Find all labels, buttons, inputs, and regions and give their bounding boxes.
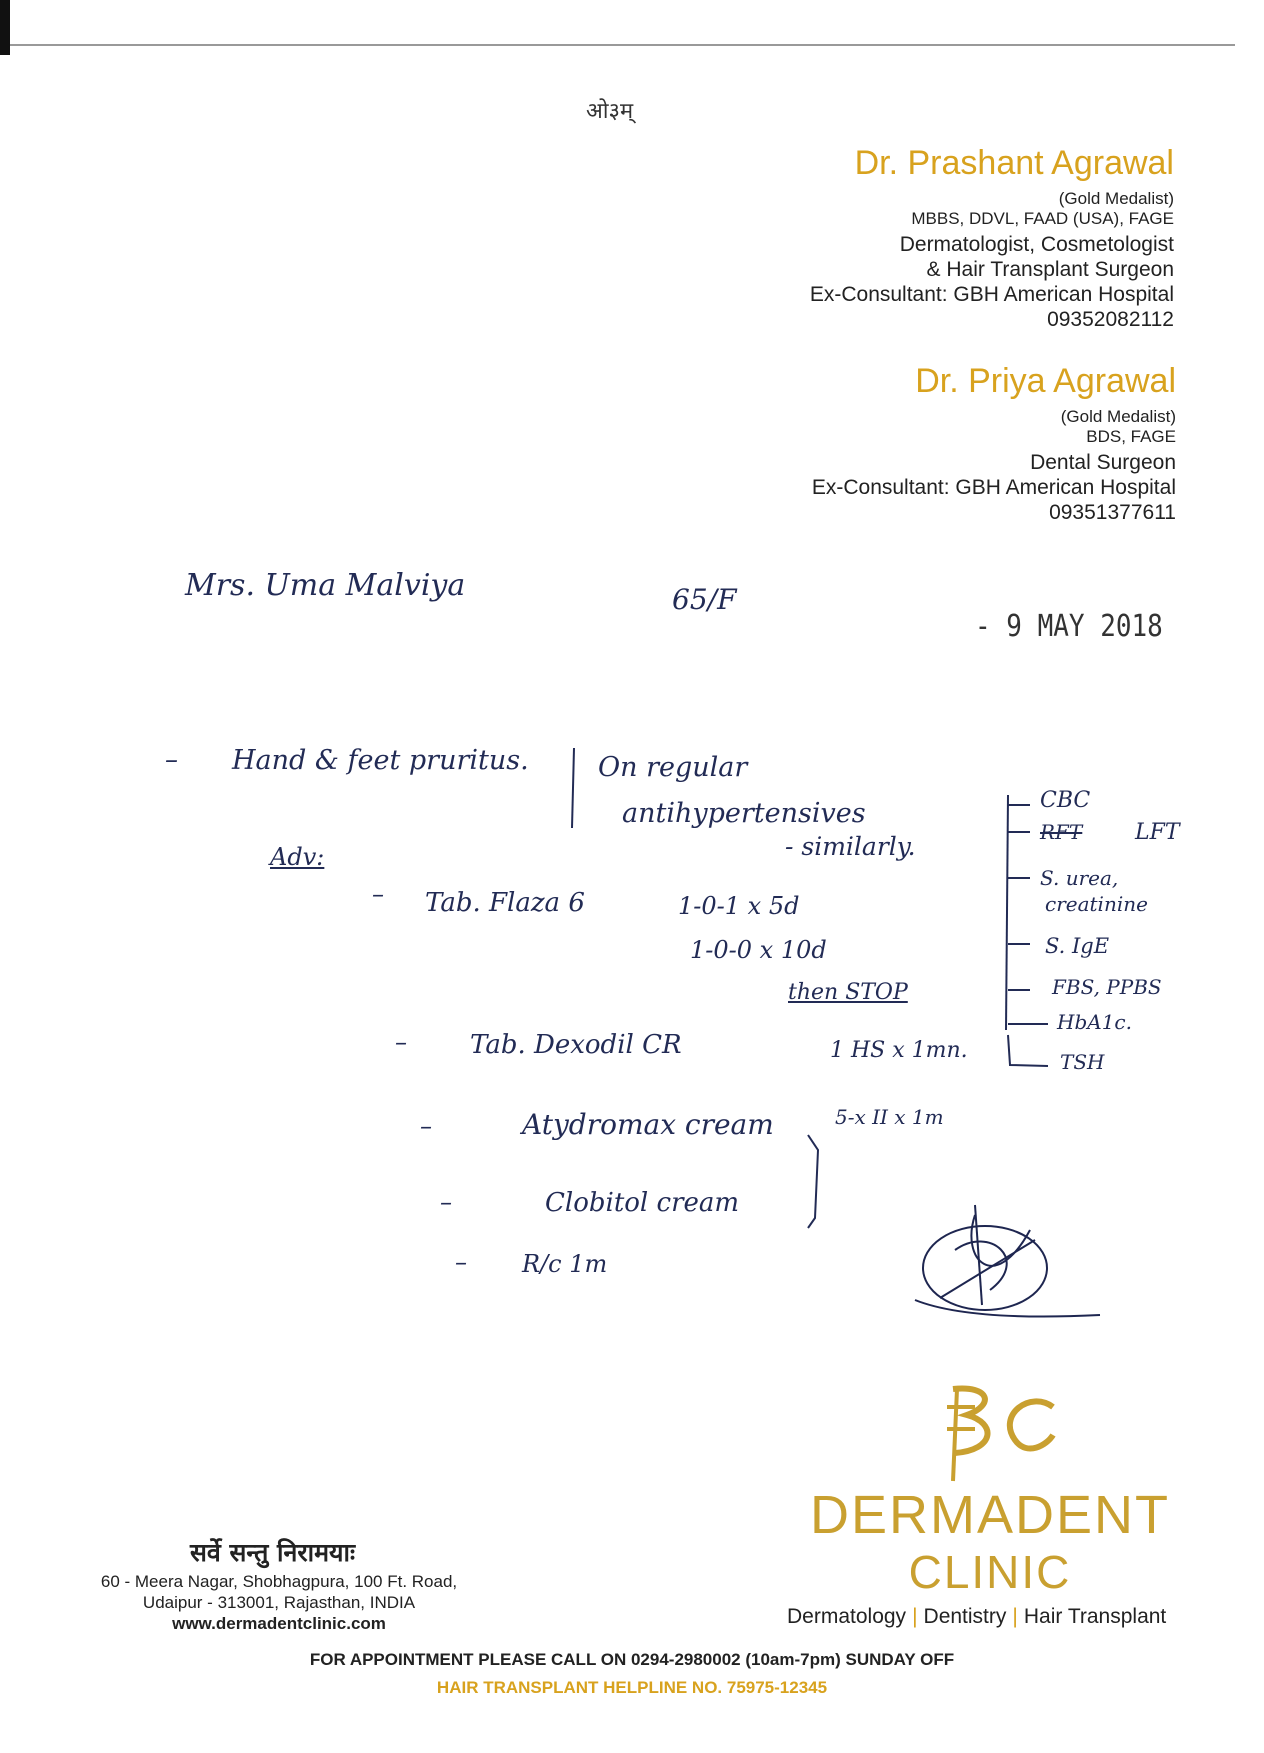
clinic-address <box>74 1571 484 1634</box>
rx-drug-4: Clobitol cream <box>545 1188 740 1218</box>
rx-dose-1: 1-0-1 x 5d <box>678 892 800 920</box>
specialty-dermatology: Dermatology <box>787 1605 907 1628</box>
investigation-7: HbA1c. <box>1057 1010 1132 1034</box>
dash-2: – <box>372 880 384 908</box>
rx-drug-3: Atydromax cream <box>522 1108 774 1141</box>
dash-3: – <box>395 1028 407 1056</box>
rx-drug-2: Tab. Dexodil CR <box>470 1030 682 1060</box>
doctor1-phone: 09352082112 <box>1047 308 1174 331</box>
clinic-specialties <box>787 1605 1166 1629</box>
clinic-website: www.dermadentclinic.com <box>172 1614 386 1633</box>
doctor2-specialty: Dental Surgeon <box>1030 451 1176 474</box>
doctor2-name: Dr. Priya Agrawal <box>915 362 1176 400</box>
history-line-2: antihypertensives <box>622 798 866 829</box>
doctor1-degrees: MBBS, DDVL, FAAD (USA), FAGE <box>911 209 1174 228</box>
investigation-6: FBS, PPBS <box>1052 975 1162 999</box>
rx-dose-3: then STOP <box>788 980 908 1005</box>
investigation-2: LFT <box>1135 820 1180 845</box>
patient-name: Mrs. Uma Malviya <box>185 568 466 603</box>
invocation-text: ओ३म् <box>586 99 634 124</box>
complaint: Hand & feet pruritus. <box>232 745 529 776</box>
specialty-dentistry: Dentistry <box>923 1605 1007 1628</box>
helpline-line: HAIR TRANSPLANT HELPLINE NO. 75975-12345 <box>436 1678 828 1697</box>
doctor-signature <box>915 1205 1100 1316</box>
investigation-struck: RFT <box>1040 820 1083 844</box>
dash-4: – <box>420 1112 432 1140</box>
doctor2-degrees: BDS, FAGE <box>1086 427 1176 446</box>
appointment-line: FOR APPOINTMENT PLEASE CALL ON 0294-2980002 (10am-7pm) SUNDAY OFF <box>309 1650 955 1669</box>
separator-2: | <box>1012 1605 1018 1628</box>
investigation-4: creatinine <box>1045 892 1148 916</box>
investigation-1: CBC <box>1040 788 1091 813</box>
brand-subname: CLINIC <box>908 1546 1072 1598</box>
date-stamp: - 9 MAY 2018 <box>975 609 1163 645</box>
separator-1: | <box>912 1605 918 1628</box>
history-line-1: On regular <box>598 752 748 783</box>
rx-dose-2: 1-0-0 x 10d <box>690 936 827 964</box>
investigation-5: S. IgE <box>1045 934 1110 958</box>
address-line-1: 60 - Meera Nagar, Shobhagpura, 100 Ft. Road, <box>100 1572 458 1591</box>
advice-label: Adv: <box>270 843 325 871</box>
doctor1-specialty-1: Dermatologist, Cosmetologist <box>899 233 1174 256</box>
rx-drug-5: R/c 1m <box>522 1250 608 1278</box>
address-line-2: Udaipur - 313001, Rajasthan, INDIA <box>142 1593 416 1612</box>
history-line-3: - similarly. <box>785 832 916 861</box>
investigation-8: TSH <box>1060 1050 1105 1074</box>
dash-6: – <box>455 1248 467 1276</box>
rx-drug-1: Tab. Flaza 6 <box>425 888 585 918</box>
dermadent-logo-icon <box>935 1385 1065 1490</box>
doctor1-specialty-2: & Hair Transplant Surgeon <box>926 258 1174 281</box>
brand-name: DERMADENT <box>809 1485 1170 1545</box>
doctor2-award: (Gold Medalist) <box>1060 407 1176 426</box>
doctor1-name: Dr. Prashant Agrawal <box>854 144 1174 182</box>
clinic-motto: सर्वे सन्तु निरामयाः <box>190 1538 356 1567</box>
rx-dose-5: 5-x II x 1m <box>835 1105 944 1129</box>
investigation-3: S. urea, <box>1040 866 1119 890</box>
patient-age-sex: 65/F <box>672 583 737 616</box>
dash-1: – <box>165 745 178 775</box>
dash-5: – <box>440 1188 452 1216</box>
rx-dose-4: 1 HS x 1mn. <box>830 1038 968 1063</box>
doctor2-ex-consultant: Ex-Consultant: GBH American Hospital <box>811 476 1176 499</box>
doctor1-ex-consultant: Ex-Consultant: GBH American Hospital <box>809 283 1174 306</box>
doctor1-award: (Gold Medalist) <box>1058 189 1174 208</box>
doctor2-phone: 09351377611 <box>1049 501 1176 524</box>
specialty-hair-transplant: Hair Transplant <box>1023 1605 1167 1628</box>
